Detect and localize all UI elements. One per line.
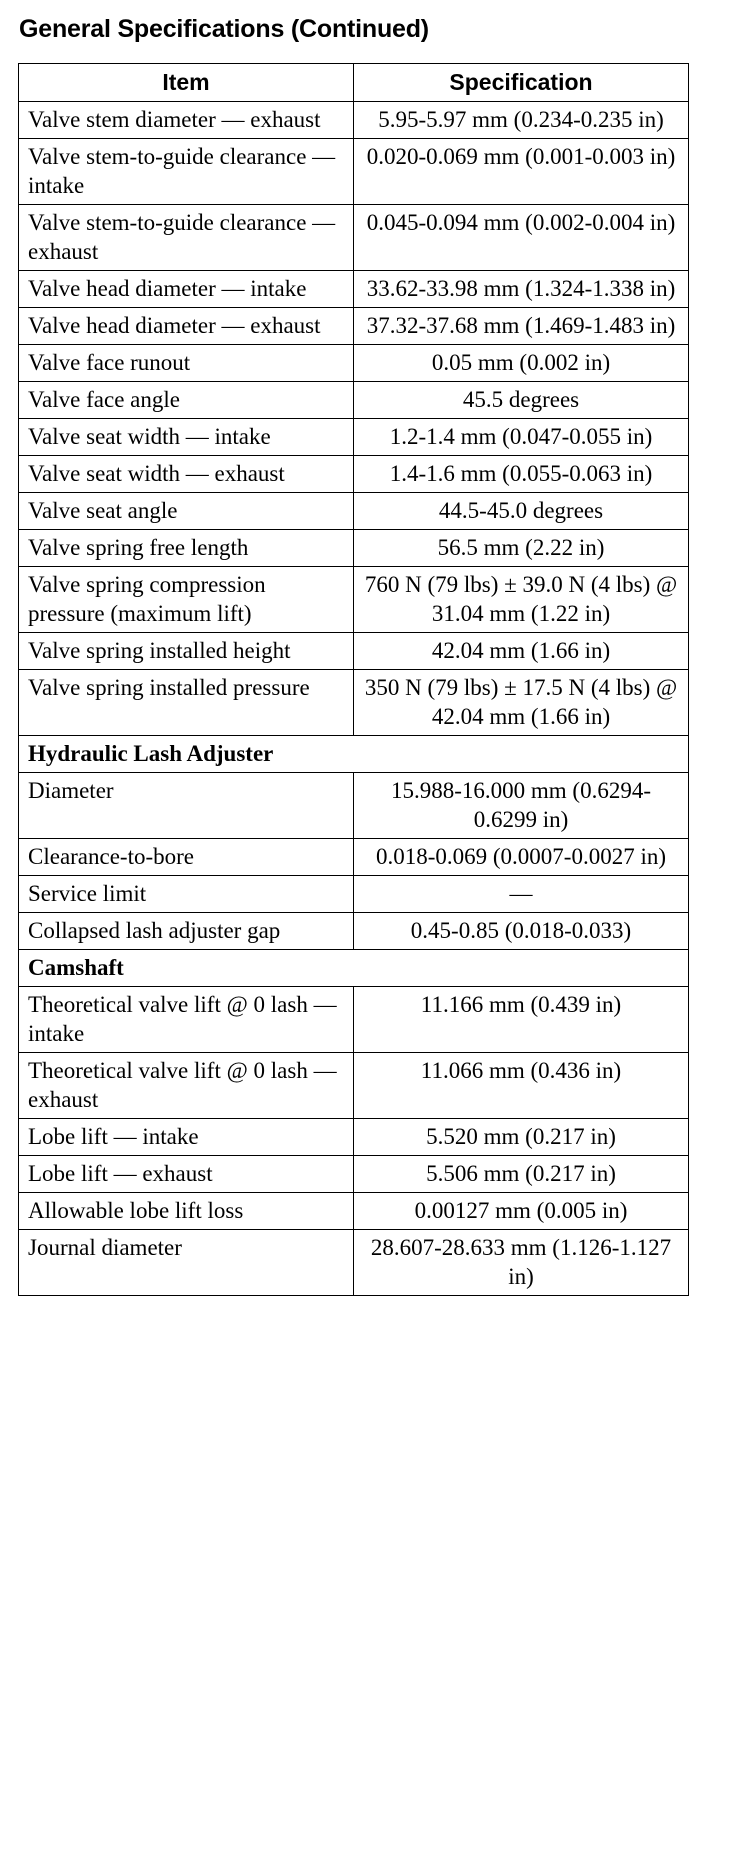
specification-cell: 0.45-0.85 (0.018-0.033)	[354, 913, 689, 950]
table-row	[19, 1156, 689, 1193]
item-cell: Valve head diameter — exhaust	[19, 308, 354, 345]
specification-cell: 1.4-1.6 mm (0.055-0.063 in)	[354, 456, 689, 493]
table-row	[19, 102, 689, 139]
item-cell: Allowable lobe lift loss	[19, 1193, 354, 1230]
section-heading: Camshaft	[19, 950, 689, 987]
table-row	[19, 308, 689, 345]
specification-cell: 5.520 mm (0.217 in)	[354, 1119, 689, 1156]
specification-cell: 760 N (79 lbs) ± 39.0 N (4 lbs) @ 31.04 mm (1.22 in)	[354, 567, 689, 633]
table-row	[19, 530, 689, 567]
column-header-specification: Specification	[354, 64, 689, 102]
specification-cell: 45.5 degrees	[354, 382, 689, 419]
item-cell: Valve seat width — exhaust	[19, 456, 354, 493]
item-cell: Valve stem diameter — exhaust	[19, 102, 354, 139]
specification-cell: 350 N (79 lbs) ± 17.5 N (4 lbs) @ 42.04 mm (1.66 in)	[354, 670, 689, 736]
specification-cell: 11.066 mm (0.436 in)	[354, 1053, 689, 1119]
table-row	[19, 493, 689, 530]
specification-cell: 44.5-45.0 degrees	[354, 493, 689, 530]
table-row	[19, 913, 689, 950]
item-cell: Collapsed lash adjuster gap	[19, 913, 354, 950]
table-row	[19, 1193, 689, 1230]
specification-cell: 11.166 mm (0.439 in)	[354, 987, 689, 1053]
item-cell: Service limit	[19, 876, 354, 913]
item-cell: Theoretical valve lift @ 0 lash — exhaust	[19, 1053, 354, 1119]
specification-cell: 5.95-5.97 mm (0.234-0.235 in)	[354, 102, 689, 139]
table-row	[19, 382, 689, 419]
table-row	[19, 1053, 689, 1119]
table-row	[19, 773, 689, 839]
column-header-item: Item	[19, 64, 354, 102]
item-cell: Valve seat angle	[19, 493, 354, 530]
specification-cell: 0.05 mm (0.002 in)	[354, 345, 689, 382]
specification-cell: 0.00127 mm (0.005 in)	[354, 1193, 689, 1230]
item-cell: Valve spring installed pressure	[19, 670, 354, 736]
specification-cell: 0.020-0.069 mm (0.001-0.003 in)	[354, 139, 689, 205]
table-row	[19, 139, 689, 205]
item-cell: Valve face angle	[19, 382, 354, 419]
specification-cell: —	[354, 876, 689, 913]
table-row	[19, 839, 689, 876]
item-cell: Diameter	[19, 773, 354, 839]
section-heading: Hydraulic Lash Adjuster	[19, 736, 689, 773]
specification-cell: 0.018-0.069 (0.0007-0.0027 in)	[354, 839, 689, 876]
section-row	[19, 950, 689, 987]
item-cell: Journal diameter	[19, 1230, 354, 1296]
spec-table	[18, 63, 689, 1296]
specification-cell: 37.32-37.68 mm (1.469-1.483 in)	[354, 308, 689, 345]
specification-cell: 28.607-28.633 mm (1.126-1.127 in)	[354, 1230, 689, 1296]
specification-cell: 5.506 mm (0.217 in)	[354, 1156, 689, 1193]
item-cell: Valve seat width — intake	[19, 419, 354, 456]
item-cell: Valve head diameter — intake	[19, 271, 354, 308]
table-row	[19, 567, 689, 633]
table-row	[19, 419, 689, 456]
item-cell: Valve spring installed height	[19, 633, 354, 670]
table-row	[19, 876, 689, 913]
page-title: General Specifications (Continued)	[19, 15, 429, 43]
item-cell: Lobe lift — intake	[19, 1119, 354, 1156]
item-cell: Lobe lift — exhaust	[19, 1156, 354, 1193]
table-row	[19, 670, 689, 736]
item-cell: Theoretical valve lift @ 0 lash — intake	[19, 987, 354, 1053]
specification-cell: 33.62-33.98 mm (1.324-1.338 in)	[354, 271, 689, 308]
table-row	[19, 205, 689, 271]
specification-cell: 0.045-0.094 mm (0.002-0.004 in)	[354, 205, 689, 271]
item-cell: Valve spring compression pressure (maximum lift)	[19, 567, 354, 633]
item-cell: Valve spring free length	[19, 530, 354, 567]
specification-cell: 15.988-16.000 mm (0.6294-0.6299 in)	[354, 773, 689, 839]
specification-cell: 56.5 mm (2.22 in)	[354, 530, 689, 567]
spec-table-body	[19, 102, 689, 1296]
table-row	[19, 345, 689, 382]
table-header-row	[19, 64, 689, 102]
item-cell: Valve stem-to-guide clearance — intake	[19, 139, 354, 205]
table-row	[19, 1230, 689, 1296]
table-row	[19, 987, 689, 1053]
specification-cell: 42.04 mm (1.66 in)	[354, 633, 689, 670]
item-cell: Valve face runout	[19, 345, 354, 382]
table-row	[19, 1119, 689, 1156]
item-cell: Clearance-to-bore	[19, 839, 354, 876]
section-row	[19, 736, 689, 773]
item-cell: Valve stem-to-guide clearance — exhaust	[19, 205, 354, 271]
specification-cell: 1.2-1.4 mm (0.047-0.055 in)	[354, 419, 689, 456]
table-row	[19, 633, 689, 670]
table-row	[19, 456, 689, 493]
table-row	[19, 271, 689, 308]
